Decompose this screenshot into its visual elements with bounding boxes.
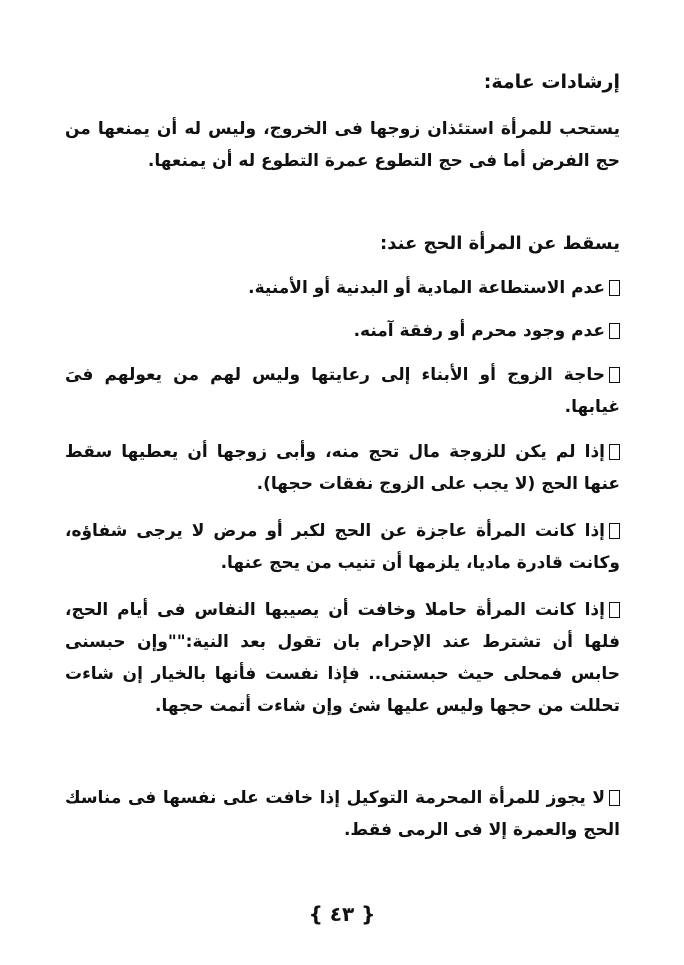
list-item-text: إذا كانت المرأة عاجزة عن الحج لكبر أو مرض لا يرجى شفاؤه، وكانت قادرة ماديا، يلزمها أن تنيب من يحج عنها. (65, 521, 620, 573)
list-item (65, 436, 620, 500)
checkbox-bullet-icon (609, 367, 620, 383)
list-item (65, 515, 620, 579)
checkbox-bullet-icon (609, 523, 620, 539)
list-item-text: عدم وجود محرم أو رفقة آمنه. (353, 321, 605, 341)
checkbox-bullet-icon (609, 602, 620, 618)
checkbox-bullet-icon (609, 323, 620, 339)
list-item-text: إذا كانت المرأة حاملا وخافت أن يصيبها النفاس فى أيام الحج، فلها أن تشترط عند الإحرام بان تقول بعد النية:""وإن حبسنى حابس فمحلى حيث حبستنى.. فإذا نفست فأنها بالخيار إن شاءت تحللت من حجها وليس عليها شئ وإن شاءت أتمت حجها. (65, 600, 620, 716)
checkbox-bullet-icon (609, 280, 620, 296)
list-item (65, 315, 620, 347)
list-item (65, 594, 620, 722)
list-item (65, 272, 620, 304)
list-item (65, 359, 620, 423)
list-item (65, 782, 620, 846)
list-item-text: حاجة الزوج أو الأبناء إلى رعايتها وليس لهم من يعولهم فىَ غيابها. (65, 365, 620, 417)
checkbox-bullet-icon (609, 790, 620, 806)
page-number: { ٤٣ } (308, 902, 376, 926)
list-item-text: إذا لم يكن للزوجة مال تحج منه، وأبى زوجها أن يعطيها سقط عنها الحج (لا يجب على الزوج نفقات حجها). (65, 442, 620, 494)
subheading: يسقط عن المرأة الحج عند: (380, 233, 620, 254)
intro-paragraph: يستحب للمرأة استئذان زوجها فى الخروج، وليس له أن يمنعها من حج الفرض أما فى حج التطوع عمرة التطوع له أن يمنعها. (65, 119, 620, 171)
checkbox-bullet-icon (609, 444, 620, 460)
section-title: إرشادات عامة: (483, 71, 620, 93)
list-item-text: لا يجوز للمرأة المحرمة التوكيل إذا خافت على نفسها فى مناسك الحج والعمرة إلا فى الرمى فقط. (65, 788, 620, 840)
list-item-text: عدم الاستطاعة المادية أو البدنية أو الأمنية. (248, 278, 605, 298)
